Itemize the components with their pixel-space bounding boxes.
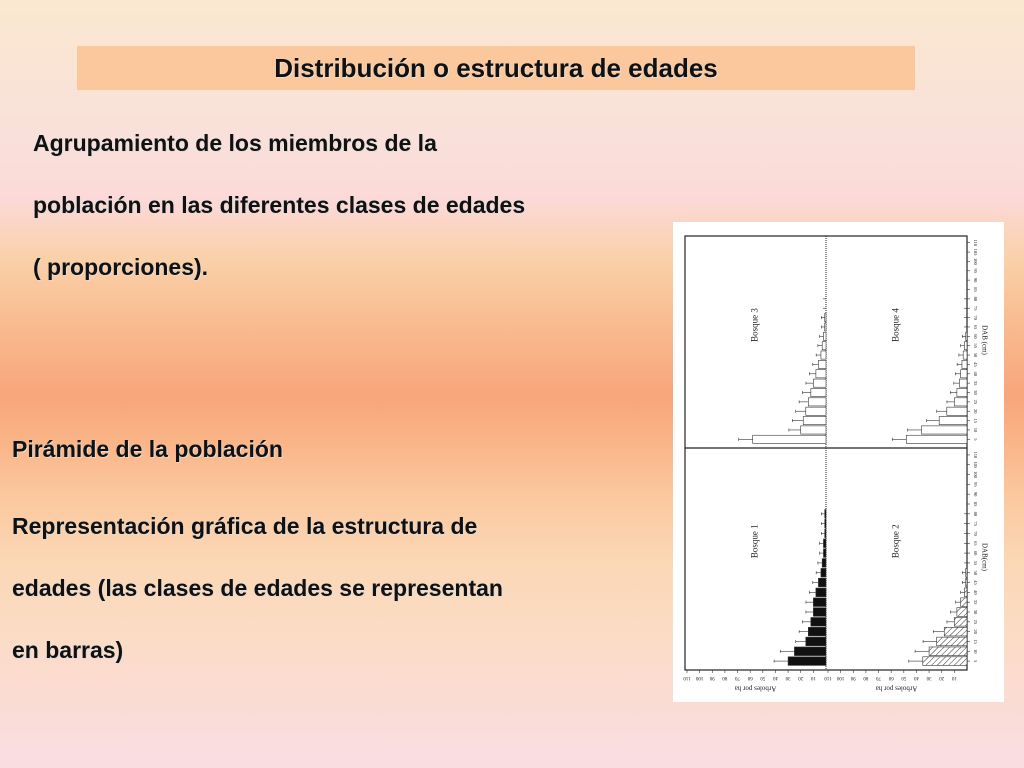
bar-p1-5 — [808, 398, 826, 406]
dab-tick-label-1-3: 15 — [972, 418, 978, 423]
dab-tick-label-2-18: 90 — [972, 491, 978, 497]
dab-tick-label-1-4: 20 — [972, 408, 978, 414]
bar-p1-9 — [818, 360, 826, 368]
dab-tick-label-1-1: 5 — [972, 438, 978, 441]
dab-tick-label-1-17: 85 — [972, 287, 978, 292]
dab-tick-label-2-12: 60 — [972, 550, 978, 556]
bar-p3-4 — [808, 627, 826, 636]
dab-tick-label-1-8: 40 — [972, 371, 978, 377]
x-tick-label-1-10: 20 — [798, 674, 804, 680]
bar-p4-8 — [964, 588, 967, 597]
bar-p2-1 — [906, 435, 967, 443]
bar-p2-5 — [954, 398, 967, 406]
x-tick-label-2-10: 20 — [939, 674, 945, 680]
dab-tick-label-2-16: 80 — [972, 511, 978, 517]
dab-tick-label-1-6: 30 — [972, 390, 978, 395]
dab-tick-label-2-13: 65 — [972, 541, 978, 546]
bar-p2-7 — [959, 379, 967, 387]
x-tick-label-2-1: 110 — [824, 674, 832, 680]
bar-p3-12 — [823, 549, 826, 558]
panel-label-4: Bosque 2 — [890, 524, 901, 559]
bar-p2-12 — [966, 332, 967, 340]
paragraph2-line1: Representación gráfica de la estructura de — [12, 513, 478, 539]
dab-tick-label-1-13: 65 — [972, 324, 978, 330]
bar-p1-2 — [801, 426, 826, 434]
bar-p1-4 — [806, 407, 826, 415]
dab-tick-label-2-10: 50 — [972, 570, 978, 575]
bar-p4-10 — [966, 568, 967, 577]
x-tick-label-1-3: 90 — [709, 674, 715, 680]
x-tick-label-1-11: 10 — [810, 674, 816, 680]
bar-p2-6 — [957, 388, 967, 396]
dab-tick-label-1-20: 100 — [972, 258, 978, 265]
bar-p3-10 — [821, 568, 826, 577]
x-tick-label-2-7: 50 — [901, 674, 907, 680]
dab-tick-label-1-2: 10 — [972, 427, 978, 433]
x-tick-label-1-9: 30 — [785, 674, 791, 680]
dab-tick-label-1-5: 25 — [972, 399, 978, 405]
bar-p4-5 — [954, 618, 967, 627]
bar-p3-6 — [813, 608, 826, 617]
bar-p3-11 — [822, 559, 826, 568]
bar-p2-11 — [964, 342, 967, 350]
bar-p3-15 — [825, 519, 826, 528]
x-tick-label-2-11: 10 — [951, 674, 957, 680]
paragraph1-line1: Agrupamiento de los miembros de la — [33, 130, 437, 156]
x-axis-label-1: Arboles por ha — [734, 684, 777, 693]
chart-svg — [673, 222, 1004, 702]
dab-tick-label-2-14: 70 — [972, 531, 978, 536]
dab-tick-label-2-11: 55 — [972, 560, 978, 566]
bar-p4-7 — [961, 598, 967, 607]
bar-p3-2 — [794, 647, 826, 656]
dab-tick-label-2-8: 40 — [972, 590, 978, 595]
x-tick-label-2-6: 60 — [888, 674, 894, 680]
x-tick-label-1-5: 70 — [735, 674, 741, 680]
bar-p2-2 — [922, 426, 967, 434]
x-tick-label-2-2: 100 — [836, 674, 845, 680]
bar-p4-6 — [957, 608, 967, 617]
bar-p3-14 — [825, 529, 826, 538]
panel-label-1: Bosque 3 — [749, 308, 760, 342]
bar-p1-3 — [803, 417, 826, 425]
bar-p4-2 — [929, 647, 967, 656]
title-box — [77, 46, 915, 90]
bar-p2-8 — [961, 370, 967, 378]
dab-axis-label-bottom: DAB(cm) — [980, 543, 989, 571]
bar-p1-6 — [811, 388, 826, 396]
bar-p1-12 — [823, 332, 826, 340]
x-tick-label-1-8: 40 — [772, 674, 778, 680]
dab-tick-label-2-20: 100 — [972, 471, 978, 478]
bar-p1-1 — [753, 435, 826, 443]
bar-p1-13 — [825, 323, 826, 331]
dab-tick-label-2-5: 25 — [972, 619, 978, 625]
dab-tick-label-1-21: 105 — [972, 248, 978, 256]
bar-p1-8 — [816, 370, 826, 378]
bar-p3-1 — [788, 657, 826, 666]
x-tick-label-2-9: 30 — [926, 674, 932, 680]
dab-tick-label-2-9: 45 — [972, 580, 978, 585]
dab-tick-label-2-2: 10 — [972, 649, 978, 654]
bar-p4-9 — [966, 578, 967, 587]
x-tick-label-1-6: 60 — [747, 674, 753, 680]
bar-p4-3 — [937, 637, 967, 646]
dab-tick-label-1-22: 110 — [972, 239, 978, 246]
x-tick-label-2-5: 70 — [876, 674, 882, 680]
dab-tick-label-1-15: 75 — [972, 305, 978, 311]
paragraph1-line2: población en las diferentes clases de edades — [33, 192, 526, 218]
x-tick-label-2-4: 80 — [863, 674, 869, 680]
dab-tick-label-1-7: 35 — [972, 380, 978, 386]
bar-p3-5 — [811, 618, 826, 627]
panel-label-2: Bosque 4 — [890, 308, 901, 342]
dab-tick-label-2-3: 15 — [972, 639, 978, 644]
x-tick-label-1-2: 100 — [695, 674, 704, 680]
x-tick-label-2-8: 40 — [913, 674, 919, 680]
x-axis-label-2: Arboles por ha — [875, 684, 918, 693]
paragraph2-line3: en barras) — [12, 637, 124, 663]
x-tick-label-2-3: 90 — [850, 674, 856, 680]
pyramid-heading: Pirámide de la población — [12, 436, 283, 462]
dab-tick-label-1-12: 60 — [972, 334, 978, 339]
x-tick-label-1-1: 110 — [683, 674, 691, 680]
dab-tick-label-2-7: 35 — [972, 599, 978, 605]
dab-tick-label-1-16: 80 — [972, 296, 978, 302]
dab-tick-label-1-14: 70 — [972, 315, 978, 320]
dab-tick-label-2-1: 5 — [972, 659, 978, 663]
paragraph2-line2: edades (las clases de edades se representan — [12, 575, 503, 601]
bar-p2-3 — [939, 417, 967, 425]
dab-tick-label-2-21: 105 — [972, 461, 978, 469]
dab-axis-label-top: DAB (cm) — [980, 325, 989, 355]
bar-p3-16 — [825, 510, 826, 519]
bar-p4-4 — [944, 627, 967, 636]
x-tick-label-1-7: 50 — [760, 674, 766, 680]
dab-tick-label-1-10: 50 — [972, 352, 978, 358]
bar-p2-9 — [962, 360, 967, 368]
dab-tick-label-1-19: 95 — [972, 268, 978, 274]
bar-p1-11 — [822, 342, 826, 350]
dab-tick-label-2-15: 75 — [972, 521, 978, 526]
dab-tick-label-1-9: 45 — [972, 362, 978, 367]
panel-label-3: Bosque 1 — [749, 524, 760, 559]
bar-p1-14 — [825, 314, 826, 322]
bar-p3-13 — [823, 539, 826, 548]
bar-p3-8 — [816, 588, 826, 597]
bar-p3-7 — [813, 598, 826, 607]
bar-p1-7 — [813, 379, 826, 387]
dab-tick-label-2-17: 85 — [972, 501, 978, 507]
x-tick-label-1-4: 80 — [722, 674, 728, 680]
dab-tick-label-1-18: 90 — [972, 277, 978, 283]
dab-tick-label-2-19: 95 — [972, 482, 978, 487]
dab-tick-label-1-11: 55 — [972, 343, 978, 348]
bar-p2-10 — [963, 351, 967, 359]
bar-p3-9 — [818, 578, 826, 587]
bar-p1-10 — [821, 351, 826, 359]
bar-p2-4 — [947, 407, 967, 415]
population-pyramid-chart — [673, 222, 1004, 702]
bar-p3-3 — [806, 637, 826, 646]
dab-tick-label-2-22: 110 — [972, 451, 978, 459]
dab-tick-label-2-6: 30 — [972, 609, 978, 615]
dab-tick-label-2-4: 20 — [972, 629, 978, 634]
paragraph1-line3: ( proporciones). — [33, 254, 209, 280]
slide-title: Distribución o estructura de edades — [274, 52, 718, 83]
bar-p4-1 — [923, 657, 967, 666]
